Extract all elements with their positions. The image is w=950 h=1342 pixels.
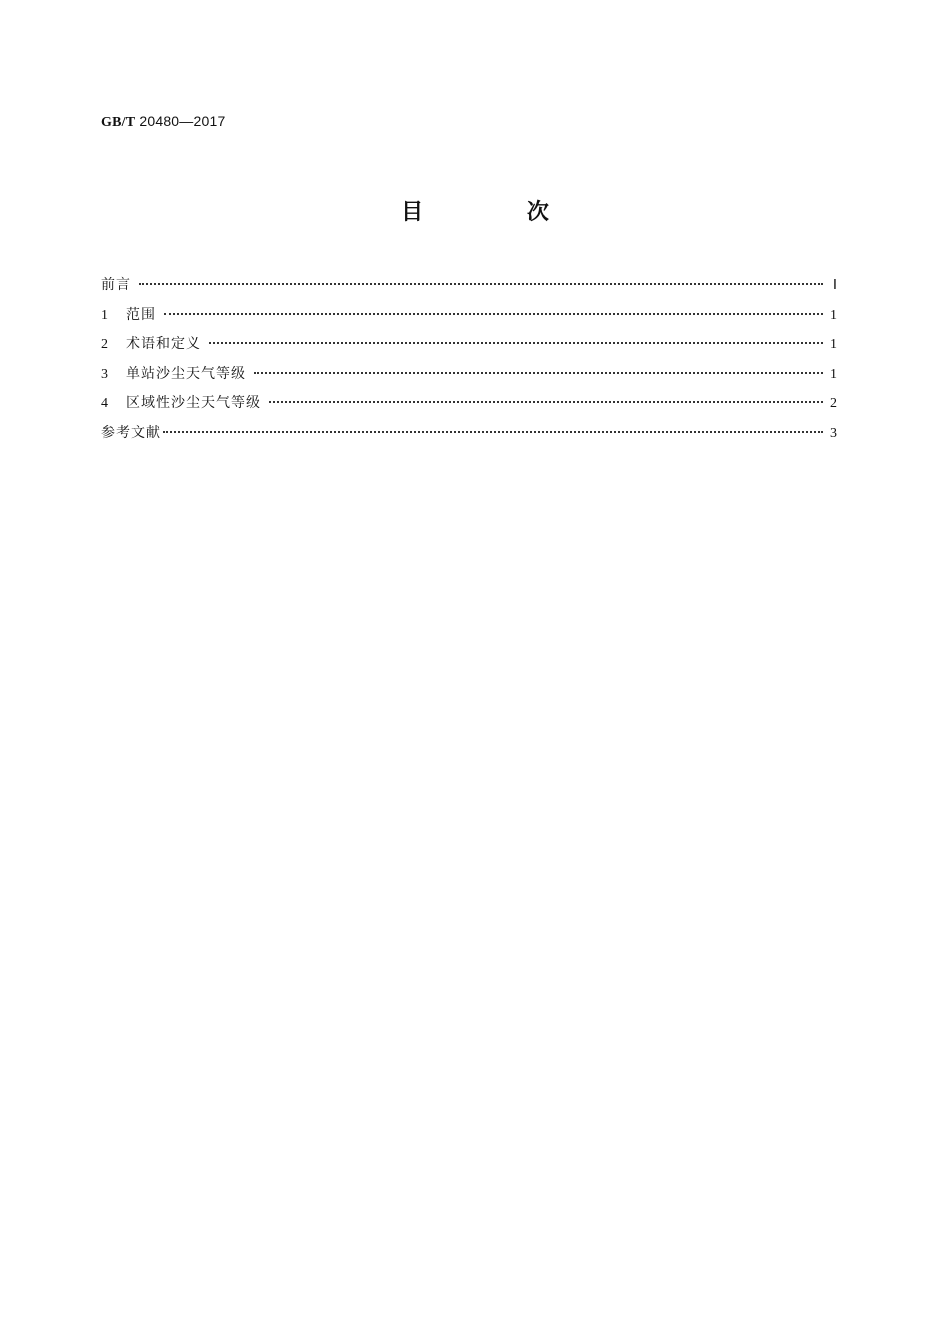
toc-entry-terms[interactable] xyxy=(101,331,837,361)
toc-leader-dots xyxy=(164,313,823,315)
toc-entry-number: 4 xyxy=(101,396,108,412)
toc-entry-page: 3 xyxy=(830,425,837,441)
standard-code xyxy=(101,113,225,131)
toc-entry-label: 前言 xyxy=(101,277,131,293)
standard-prefix: GB/T xyxy=(101,115,136,130)
toc-entry-single-station-grade[interactable] xyxy=(101,361,837,391)
toc-entry-bibliography[interactable] xyxy=(101,420,837,450)
toc-entry-page: 1 xyxy=(830,337,837,353)
toc-entry-page: 1 xyxy=(830,366,837,382)
toc-entry-scope[interactable] xyxy=(101,302,837,332)
standard-number: 20480—2017 xyxy=(139,113,226,129)
toc-entry-page: 2 xyxy=(830,396,837,412)
toc-leader-dots xyxy=(254,372,823,374)
toc-entry-number: 1 xyxy=(101,307,108,323)
toc-leader-dots xyxy=(209,342,823,344)
toc-entry-label: 单站沙尘天气等级 xyxy=(126,365,246,382)
toc-entry-page: 1 xyxy=(830,307,837,323)
toc-entry-label: 区域性沙尘天气等级 xyxy=(126,395,261,412)
page-title: 目 次 xyxy=(401,200,597,225)
toc-leader-dots xyxy=(163,431,823,433)
toc-entry-label: 参考文献 xyxy=(101,424,161,441)
toc-entry-label: 范围 xyxy=(126,306,156,323)
toc-leader-dots xyxy=(139,283,823,285)
toc-entry-label: 术语和定义 xyxy=(126,336,201,353)
toc-leader-dots xyxy=(269,401,823,403)
toc-entry-page: Ⅰ xyxy=(832,278,837,293)
toc-entry-number: 2 xyxy=(101,337,108,353)
toc-entry-number: 3 xyxy=(101,366,108,382)
table-of-contents xyxy=(101,272,837,450)
toc-entry-regional-grade[interactable] xyxy=(101,390,837,420)
toc-entry-foreword[interactable] xyxy=(101,272,837,302)
